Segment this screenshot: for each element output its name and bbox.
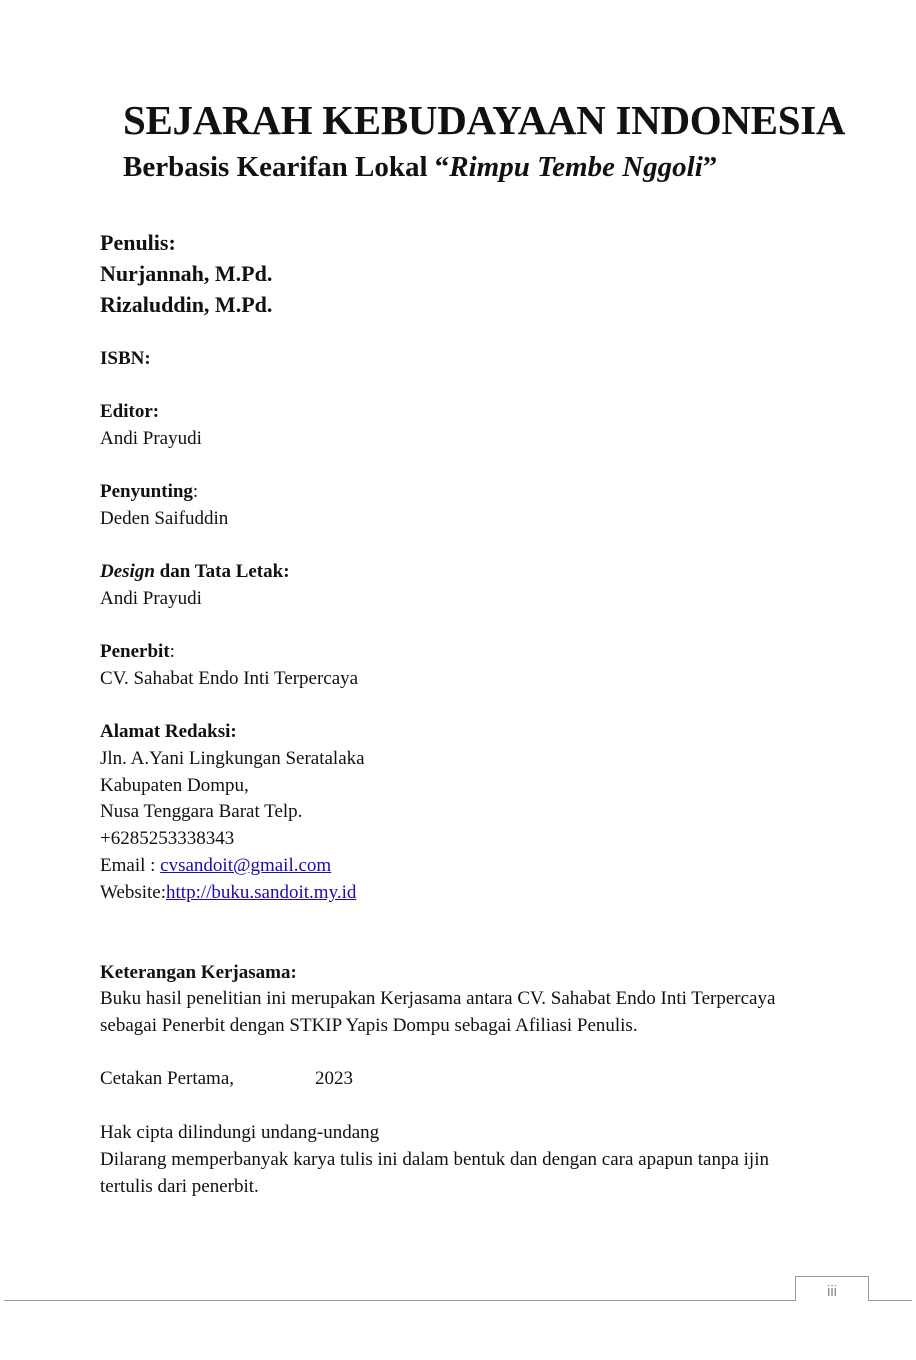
penerbit-colon: : — [169, 641, 175, 662]
alamat-line-2: Kabupaten Dompu, — [100, 775, 249, 796]
penerbit-label-text: Penerbit — [100, 641, 170, 662]
penyunting-colon: : — [192, 481, 199, 502]
page-number: iii — [827, 1283, 837, 1300]
penyunting-label-text: Penyunting — [100, 481, 193, 502]
alamat-label: Alamat Redaksi: — [100, 721, 237, 742]
hak-cipta-line-1: Hak cipta dilindungi undang-undang — [100, 1122, 380, 1143]
penyunting-value: Deden Saifuddin — [100, 508, 229, 529]
isbn-label: ISBN: — [100, 348, 151, 369]
penyunting-label — [100, 481, 198, 503]
author-name-1: Nurjannah, M.Pd. — [100, 261, 273, 286]
author-name-2: Rizaluddin, M.Pd. — [100, 292, 273, 317]
penerbit-label — [100, 641, 175, 663]
cetakan-label: Cetakan Pertama, — [100, 1068, 235, 1089]
email-label: Email : — [100, 855, 161, 876]
alamat-line-3: Nusa Tenggara Barat Telp. — [100, 801, 303, 822]
penerbit-value: CV. Sahabat Endo Inti Terpercaya — [100, 668, 359, 689]
subtitle-italic: Rimpu Tembe Nggoli — [449, 151, 703, 183]
email-row — [100, 855, 331, 877]
book-subtitle — [123, 151, 717, 184]
subtitle-prefix: Berbasis Kearifan Lokal “ — [123, 151, 450, 183]
alamat-phone: +6285253338343 — [100, 828, 235, 849]
website-link[interactable]: http://buku.sandoit.my.id — [166, 882, 357, 903]
footer-divider — [4, 1300, 912, 1301]
kerjasama-label: Keterangan Kerjasama: — [100, 962, 297, 983]
authors-label: Penulis: — [100, 230, 176, 255]
email-link[interactable]: cvsandoit@gmail.com — [160, 855, 332, 876]
book-title: SEJARAH KEBUDAYAAN INDONESIA — [123, 97, 846, 143]
editor-label: Editor: — [100, 401, 160, 422]
design-label-rest: dan Tata Letak: — [154, 561, 290, 582]
subtitle-suffix: ” — [702, 151, 718, 183]
design-label-italic: Design — [100, 561, 155, 582]
website-label: Website: — [100, 882, 167, 903]
page-number-tab — [795, 1276, 869, 1301]
website-row — [100, 882, 356, 904]
hak-cipta-line-2: Dilarang memperbanyak karya tulis ini dalam bentuk dan dengan cara apapun tanpa ijin tertulis dari penerbit. — [100, 1149, 769, 1197]
cetakan-year: 2023 — [315, 1068, 353, 1089]
design-label — [100, 561, 290, 583]
kerjasama-text: Buku hasil penelitian ini merupakan Kerjasama antara CV. Sahabat Endo Inti Terpercaya sebagai Penerbit dengan STKIP Yapis Dompu sebagai Afiliasi Penulis. — [100, 988, 776, 1036]
editor-value: Andi Prayudi — [100, 428, 202, 449]
design-value: Andi Prayudi — [100, 588, 202, 609]
alamat-line-1: Jln. A.Yani Lingkungan Seratalaka — [100, 748, 365, 769]
